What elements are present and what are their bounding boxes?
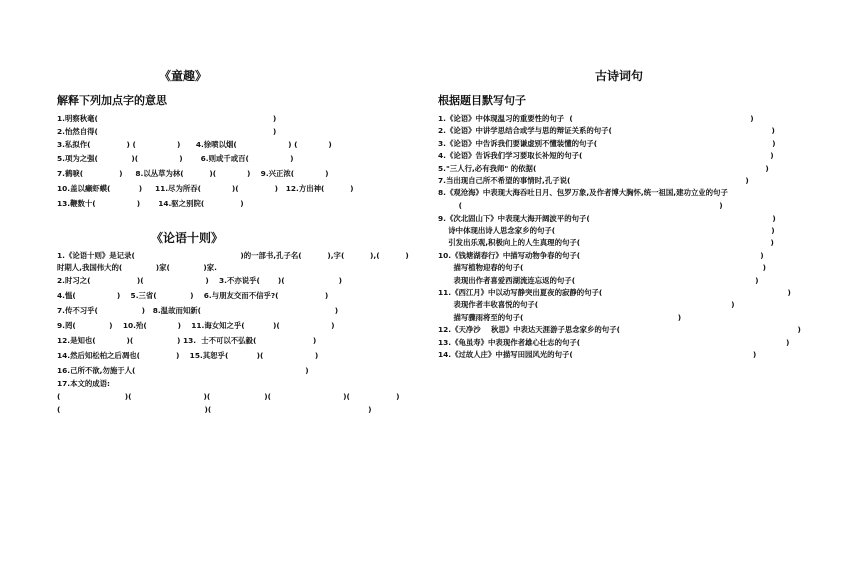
poem-item: 13.《龟虽寿》中表现作者雄心壮志的句子( ): [438, 338, 790, 347]
poem-item: 10.《钱塘湖春行》中描写动物争春的句子( ): [438, 251, 764, 260]
lunyu-idioms-row2: ( )( ): [57, 405, 372, 414]
tongqu-q7: 7.鹤唳( ) 8.以丛草为林( )( ) 9.兴正浓( ): [57, 169, 329, 178]
section-title-poems: 古诗词句: [595, 69, 644, 83]
lunyu-q12: 12.是知也( )( ) 13. 士不可以不弘毅( ): [57, 336, 317, 345]
section-subtitle-explain: 解释下列加点字的意思: [57, 94, 167, 107]
poem-item: 7.当出现自己所不希望的事情时,孔子说( ): [438, 176, 749, 185]
poem-item: 引发出乐观,积极向上的人生真理的句子( ): [438, 238, 774, 247]
poem-item: 5."三人行,必有我师" 的依据( ): [438, 164, 769, 173]
section-title-lunyu: 《论语十则》: [151, 231, 224, 245]
poem-item: 表现出作者喜爱西湖流连忘返的句子( ): [438, 276, 759, 285]
poem-item: 诗中体现出诗人思念家乡的句子( ): [438, 226, 775, 235]
lunyu-q17: 17.本文的成语:: [57, 379, 111, 388]
poem-item: 8.《观沧海》中表现大海吞吐日月、包罗万象,及作者博大胸怀,统一祖国,建功立业的句子: [438, 188, 728, 197]
lunyu-q14: 14.然后知松柏之后凋也( ) 15.其恕乎( )( ): [57, 351, 319, 360]
tongqu-q3: 3.私拟作( ) ( ) 4.徐喷以烟( ) ( ): [57, 140, 332, 149]
poem-item: 4.《论语》告诉我们学习要取长补短的句子( ): [438, 151, 774, 160]
poem-item: ( ): [438, 201, 723, 210]
tongqu-q1: 1.明察秋毫( ): [57, 114, 277, 123]
poem-item: 14.《过故人庄》中描写田园风光的句子( ): [438, 350, 757, 359]
lunyu-q2: 2.时习之( )( ) 3.不亦说乎( )( ): [57, 276, 343, 285]
tongqu-q5: 5.项为之强( )( ) 6.则或千或百( ): [57, 154, 294, 163]
poem-item: 9.《次北固山下》中表现大海开阔波平的句子( ): [438, 214, 776, 223]
lunyu-q1: 1.《论语十则》是记录( )的一部书,孔子名( ),字( ),( ): [57, 251, 409, 260]
poem-item: 描写骤雨将至的句子( ): [438, 313, 682, 322]
tongqu-q2: 2.怡然自得( ): [57, 127, 277, 136]
poem-item: 12.《天净沙 秋思》中表达天涯游子思念家乡的句子( ): [438, 325, 801, 334]
lunyu-q7: 7.传不习乎( ) 8.温故而知新( ): [57, 306, 339, 315]
poem-item: 1.《论语》中体现温习的重要性的句子 ( ): [438, 114, 754, 123]
poem-item: 描写植物迎春的句子( ): [438, 263, 767, 272]
poem-item: 2.《论语》中讲学思结合或学与思的辩证关系的句子( ): [438, 126, 775, 135]
tongqu-q10: 10.盖以癞虾蟆( ) 11.尽为所吞( )( ) 12.方出神( ): [57, 184, 354, 193]
lunyu-q9: 9.罔( ) 10.殆( ) 11.诲女知之乎( )( ): [57, 321, 335, 330]
section-subtitle-recite: 根据题目默写句子: [438, 94, 526, 107]
section-title-tongqu: 《童趣》: [159, 69, 208, 83]
poem-item: 表现作者丰收喜悦的句子( ): [438, 300, 735, 309]
poem-item: 3.《论语》中告诉我们要谦虚别不懂装懂的句子( ): [438, 139, 776, 148]
lunyu-idioms-row1: ( )( )( )( )( ): [57, 392, 400, 401]
lunyu-q4: 4.愠( ) 5.三省( ) 6.与朋友交而不信乎?( ): [57, 291, 329, 300]
poem-item: 11.《西江月》中以动写静突出夏夜的寂静的句子( ): [438, 288, 791, 297]
tongqu-q13: 13.鞭数十( ) 14.驱之别院( ): [57, 199, 244, 208]
lunyu-q16: 16.己所不欲,勿施于人( ): [57, 366, 309, 375]
lunyu-q1-cont: 时期人,我国伟大的( )家( )家.: [57, 263, 217, 272]
